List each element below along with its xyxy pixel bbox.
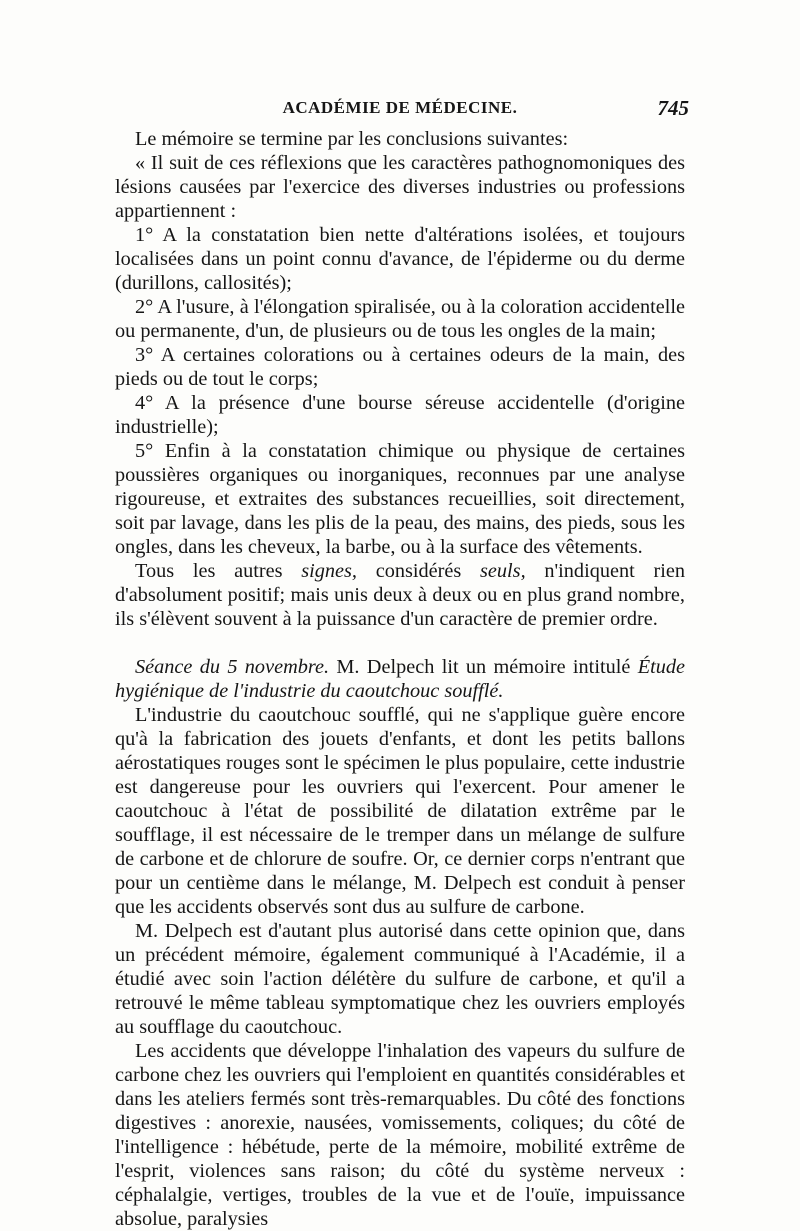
paragraph-other-signs xyxy=(115,559,685,631)
memoir-title: Étude hygiénique de l'industrie du caoutchouc soufflé. xyxy=(115,656,685,702)
conclusion-2: 2° A l'usure, à l'élongation spiralisée, ou à la coloration accidentelle ou permanente, d'un, de plusieurs ou de tous les ongles de la main; xyxy=(115,296,685,342)
session-date: Séance du 5 novembre. xyxy=(135,656,330,678)
page-body xyxy=(115,127,685,1231)
text-run: M. Delpech lit un mémoire intitulé xyxy=(329,656,638,678)
paragraph-intro: Le mémoire se termine par les conclusions suivantes: xyxy=(135,128,569,150)
running-header xyxy=(115,96,689,122)
conclusion-3: 3° A certaines colorations ou à certaines odeurs de la main, des pieds ou de tout le corps; xyxy=(115,344,685,390)
text-run: Tous les autres xyxy=(135,560,302,582)
text-run: n'indiquent rien d'absolument positif; mais unis deux à deux ou en plus grand nombre, ils s'élèvent souvent à la puissance d'un caractère de premier ordre. xyxy=(115,560,685,630)
page-number: 745 xyxy=(657,96,689,120)
paragraph-accidents: Les accidents que développe l'inhalation des vapeurs du sulfure de carbone chez les ouvriers qui l'emploient en quantités considérables et dans les ateliers fermés sont très-remarquables. Du côté des fonctions digestives : anorexie, nausées, vomissements, coliques; du côté de l'intelligence : hébétude, perte de la mémoire, mobilité extrême de l'esprit, violences sans raison; du côté du système nerveux : céphalalgie, vertiges, troubles de la vue et de l'ouïe, impuissance absolue, paralysies xyxy=(115,1040,685,1230)
paragraph-quote-start: « Il suit de ces réflexions que les caractères pathognomoniques des lésions causées par l'exercice des diverses industries ou professions appartiennent : xyxy=(115,152,685,222)
running-title: ACADÉMIE DE MÉDECINE. xyxy=(282,98,518,117)
conclusion-4: 4° A la présence d'une bourse séreuse accidentelle (d'origine industrielle); xyxy=(115,392,685,438)
paragraph-industry: L'industrie du caoutchouc soufflé, qui ne s'applique guère encore qu'à la fabrication des jouets d'enfants, et dont les petits ballons aérostatiques rouges sont le spécimen le plus populaire, cette industrie est dangereuse pour les ouvriers qui l'exercent. Pour amener le caoutchouc à l'état de possibilité de dilatation extrême par le soufflage, il est nécessaire de le tremper dans un mélange de sulfure de carbone et de chlorure de soufre. Or, ce dernier corps n'entrant que pour un centième dans le mélange, M. Delpech est conduit à penser que les accidents observés sont dus au sulfure de carbone. xyxy=(115,704,685,918)
italic-signes: signes, xyxy=(301,560,357,582)
italic-seuls: seuls, xyxy=(480,560,526,582)
section-gap xyxy=(115,631,685,655)
text-run: considérés xyxy=(357,560,481,582)
paragraph-delpech: M. Delpech est d'autant plus autorisé dans cette opinion que, dans un précédent mémoire, également communiqué à l'Académie, il a étudié avec soin l'action délétère du sulfure de carbone, et qu'il a retrouvé le même tableau symptomatique chez les ouvriers employés au soufflage du caoutchouc. xyxy=(115,920,685,1038)
conclusion-5: 5° Enfin à la constatation chimique ou physique de certaines poussières organiques ou inorganiques, reconnues par une analyse rigoureuse, et extraites des substances recueillies, soit directement, soit par lavage, dans les plis de la peau, des mains, des pieds, sous les ongles, dans les cheveux, la barbe, ou à la surface des vêtements. xyxy=(115,440,685,558)
conclusion-1: 1° A la constatation bien nette d'altérations isolées, et toujours localisées dans un point connu d'avance, de l'épiderme ou du derme (durillons, callosités); xyxy=(115,224,685,294)
session-heading xyxy=(115,655,685,703)
